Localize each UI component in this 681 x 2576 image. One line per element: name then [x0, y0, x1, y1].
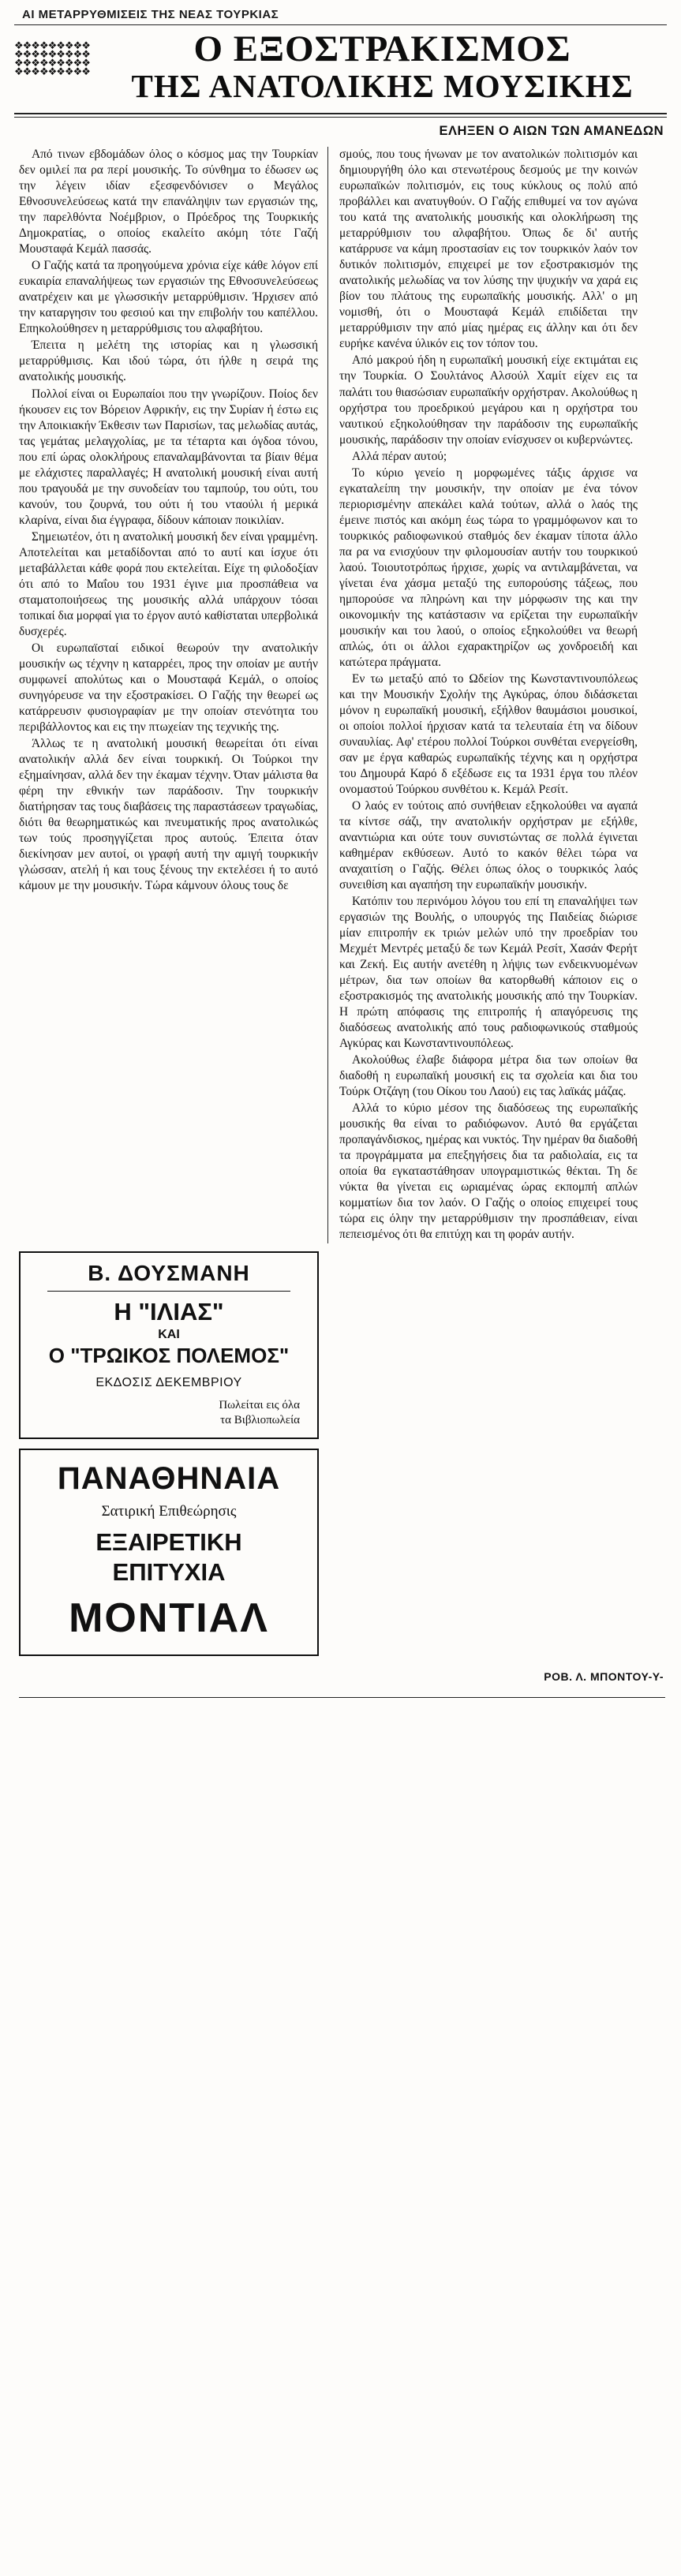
- ad-line-1: ΕΞΑΙΡΕΤΙΚΗ: [95, 1527, 242, 1556]
- byline: ΡΟΒ. Λ. ΜΠΟΝΤΟΥ-Υ-: [544, 1669, 664, 1683]
- paragraph: Άλλως τε η ανατολική μουσική θεωρείται ότι είναι ανατολικήν αλλά δεν είναι τουρκική. Οι Τούρκοι την εξημαίνησαν, αλλά δεν την έκαμαν τέχνην. Όταν μάλιστα θα φέρη την εθνικήν των παράδοσιν. Την τουρκικήν διατήρησαν τας τους διαβάσεις της παραστάσεων τραγωδίας, διότι θα θεωρηματικώς και πνευματικής προς ανατολικώς των τούς προσηγγίζεται προς αυτούς. Έπειτα όταν διεκίνησαν μεν αυτοί, οι γραφή αυτή την αμιγή τουρκικήν γλώσσαν, ατελή ή και τους ξένους την εκτελέσει ή το αυτό κάμουν με την μουσικήν. Τώρα κάμνουν όλους τους δε: [19, 736, 318, 892]
- ad-show-name: ΜΟΝΤΙΑΛ: [69, 1595, 269, 1641]
- ornament-row: ❖❖❖❖❖❖❖❖❖: [14, 48, 90, 60]
- ad-line-2: ΕΠΙΤΥΧΙΑ: [112, 1557, 226, 1586]
- ad-title-2: Ο "ΤΡΩΙΚΟΣ ΠΟΛΕΜΟΣ": [48, 1344, 290, 1368]
- paragraph: Έπειτα η μελέτη της ιστορίας και η γλωσσική μεταρρύθμισις. Και ιδού τώρα, ότι ήλθε η σειρά της ανατολικής μουσικής.: [19, 338, 318, 384]
- paragraph: Ο Γαζής κατά τα προηγούμενα χρόνια είχε κάθε λόγον επί ευκαιρία επαναλήψεως των εργασιών της Εθνοσυνελεύσεως ανατρέχειν και με γλωσσικήν μεταρρύθμισιν. Ήρχισεν από την καταργησιν του φεσιού και την επιβολήν του καπέλλου. Επηκολούθησεν η μεταρρύθμισις του αλφαβήτου.: [19, 259, 318, 336]
- paragraph: Οι ευρωπαϊσταί ειδικοί θεωρούν την ανατολικήν μουσικήν ως τέχνην η καταρρέει, προς την οποίαν με αυτήν συμφωνεί απολύτως και ο Μουσταφά Κεμάλ, ο οποίος συνηγόρευσε να την εξοστρακίσει. Ο Γαζής την θεωρεί ως κατάρρευσιν φυσιογραφίαν με την οποίαν στενότητα του περιβάλλοντος και εις την πτωχείαν της τεχνικής της.: [19, 641, 318, 734]
- headline-line-2: ΤΗΣ ΑΝΑΤΟΛΙΚΗΣ ΜΟΥΣΙΚΗΣ: [131, 67, 634, 104]
- column-left: [19, 147, 328, 1243]
- paragraph: σμούς, που τους ήνωναν με τον ανατολικών πολιτισμόν και δημιουργήθη όλο και στενωτέρους δεσμούς με την κοινών ευρωπαϊκών πολιτισμόν, εις τους κύκλους ος πολύ από προβάλλει και ανατυγθούν. Ο Γαζής επιθυμεί να τον αγώνα του κατά της ανατολικής μουσικής και ολοκλήρωση της μεταρρύθμισιν του αλφαβήτου. Όπως δε δι' αυτής κατάρρυσε να κάμη προστασίαν εις τον τουρκικόν λαόν τον δυτικόν πολιτισμόν, επιχειρεί με τον εξοστρακισμόν της ανατολικής μελωδίας να τον λύσης την ψυχικήν να χαρά εις βίον του πλάτους της ευρωπαϊκής μουσικής. Αλλ' ο μη νομισθή, ότι ο Μουσταφά Κεμάλ επιδίδεται την μεταρρύθμισιν την από μίας ημέρας εις άλλην και ότι δεν ευρήκε κανένα ύλικόν εις τον τόπον του.: [339, 148, 638, 351]
- paragraph: Από μακρού ήδη η ευρωπαϊκή μουσική είχε εκτιμάται εις την Τουρκία. Ο Σουλτάνος Αλσούλ Χαμίτ είχεν εις τα παλάτι του θιασώσιαν ευρωπαϊκήν ορχήστραν. Ακολούθως η ορχήστρα του προεδρικού μεγάρου και η ορχήστρα του ναυτικού εξηκολούθησαν την παράδοσιν της ευρωπαϊκής μουσικής, παράδοσιν την οποίαν ενίσχυσεν οι κυβερνώντες.: [339, 353, 638, 447]
- ad-dousmani[interactable]: [19, 1251, 319, 1439]
- ad-availability: [27, 1398, 311, 1428]
- paragraph: Κατόπιν του περινόμου λόγου του επί τη επαναλήψει των εργασιών της Βουλής, ο υπουργός της Παιδείας διώρισε μίαν επιτροπήν εκ τριών μελών υπό την προεδρίαν του Μεχμέτ Μεντρές μεταξύ δε των Κεμάλ Ρεσίτ, Χασάν Φερήτ και Ζεκή. Εις αυτήν ανετέθη η λήψις των ενδεικνυομένων μέτρων, δια των οποίων θα κατορθωθή κάποιον εις ο εξοστρακισμός της ανατολικής μουσικής από την Τουρκίαν. Η πρώτη απόφασις της επιτροπής ή απαγόρευσις της διαδόσεως ανατολικής από τους ραδιοφωνικούς σταθμούς Αγκύρας και Κωνσταντινουπόλεως.: [339, 895, 638, 1051]
- column-right: [328, 147, 638, 1243]
- paragraph: Το κύριο γενείο η μορφωμένες τάξις άρχισε να εγκαταλείπη την μουσικήν, την οποίαν με ένα τόνον περιορισμένην απεκάλει καλά τούτων, αλλά ο λαός της έμεινε πιστός και ακόμη έως τώρα το γραμμόφωνον και το τουρκικός ραδιοφωνικού σταθμός δεν έκαμαν τίποτα άλλο πα ρα να ενισχύουν την φιλομουσίαν αυτήν του τουρκικού λαού. Τοιουτοτρόπως ήρχισε, χωρίς να αντιλαμβάνεται, να γίνεται ένα χάσμα μεταξύ της ευπορούσης τάξεως, που ημπορούσε να πληρώνη και την μόρφωσιν της και την οικονομικήν της κατάστασιν να ερίζεται την ευρωπαϊκήν μουσικήν και του λαού, ο οποίος εξηκολούθει να θεωρή απλώς, ότι οι άλλοι εχαρακτηρίζον ως χονδροειδή και κατώτερα πράγματα.: [339, 465, 638, 669]
- headline-block: [0, 25, 681, 105]
- ad-availability-line-2: τα Βιβλιοπωλεία: [220, 1414, 300, 1427]
- advertisements: [0, 1243, 681, 1656]
- ad-divider: [47, 1291, 290, 1292]
- ad-author: Β. ΔΟΥΣΜΑΝΗ: [88, 1261, 250, 1286]
- paragraph: Ακολούθως έλαβε διάφορα μέτρα δια των οποίων θα διαδοθή η ευρωπαϊκή μουσική εις τα σχολεία και δια του Τούρκ Οτζάγη (του Οίκου του Λαού) εις τας λαϊκάς μάζας.: [339, 1053, 638, 1099]
- ad-brand-title: ΠΑΝΑΘΗΝΑΙΑ: [57, 1460, 281, 1496]
- ornament-row: ❖❖❖❖❖❖❖❖❖: [14, 57, 90, 69]
- article-columns: [0, 144, 681, 1243]
- ad-availability-line-1: Πωλείται εις όλα: [219, 1399, 300, 1412]
- headline-line-1: Ο ΕΞΟΣΤΡΑΚΙΣΜΟΣ: [193, 28, 571, 69]
- ornament-row: ❖❖❖❖❖❖❖❖❖: [14, 65, 90, 76]
- paragraph: Από τινων εβδομάδων όλος ο κόσμος μας την Τουρκίαν δεν ομιλεί πα ρα περί μουσικής. Το σύνθημα το έδωσεν ως την λέγειν ιδίαν εξεσφενδόνισεν ο Μεγάλος Εθνοσυνελεύσεως κατά την επανάληψιν των εργασιών της, την παρελθόντα Νοέμβριον, ο Πρόεδρος της Τουρκικής Δημοκρατίας, ο οποίος εκαλείτο ακόμη τότε Γαζή Μουσταφά Κεμάλ πασσάς.: [19, 148, 318, 256]
- kicker-text: ΑΙ ΜΕΤΑΡΡΥΘΜΙΣΕΙΣ ΤΗΣ ΝΕΑΣ ΤΟΥΡΚΙΑΣ: [22, 8, 279, 21]
- paragraph: Αλλά το κύριο μέσον της διαδόσεως της ευρωπαϊκής μουσικής θα είναι το ραδιόφωνον. Αυτό θα εργάζεται προπαγάνδισκος, ημέρας και νυκτός. Την ημέραν θα διαδοθή τα προγράμματα μα επεξηγήσεις δια τα ραδιολαία, εις τα οποία θα εγκαταστάθησαν υπογραμιστικώς θέκται. Τη δε νύκτα θα γίνεται εις ωριαμένας ώρας εκπομπή απλών κομματίων δια τον λαόν. Ο Γαζής ο οποίος επιχειρεί τους τώρα εις όλην την μεταρρύθμισιν την προσπάθειαν, είναι πεπεισμένος ότι θα επιτύχη και τη φοράν αυτήν.: [339, 1101, 638, 1242]
- paragraph: Αλλά πέραν αυτού;: [352, 449, 447, 463]
- page-title: [103, 30, 667, 103]
- paragraph: Ο λαός εν τούτοις από συνήθειαν εξηκολούθει να αγαπά τα κίντσε σάζι, την ανατολικήν ορχήστραν με εξήλθε, αναντιώρια και ούτε τουν συνιστώντας σε πολλά έγινεται καθημέραν εκθύσεων. Αυτό το κακόν θέλει τώρα να αναχαιτίση ο Γαζής. Θέλει όπως όλος ο τουρκικός λαός συνειθίση και αγαπήση την ευρωπαϊκήν μουσικήν.: [339, 798, 638, 892]
- ad-panathinaia[interactable]: [19, 1449, 319, 1656]
- paragraph: Πολλοί είναι οι Ευρωπαίοι που την γνωρίζουν. Ποίος δεν ήκουσεν εις τον Βόρειον Αφρικήν, εις την Συρίαν ή έστω εις την Αποικιακήν Έκθεσιν των Παρισίων, τας μελωδίας αυτάς, τας γεμάτας μελαγχολίας, με τα τέταρτα και όγδοα τόνου, που επί ώρας ολοκλήρους επαναλαμβάνονται τα βίαιν θέμα με ελάχιστες παραλλαγές; Η ανατολική μουσική είναι αυτή που τραγουδά με την συνοδείαν του ταμπούρ, του ούτι, του κανούν, του ζουρνά, του ούτι ή του νταούλι ή μερικά κλαρίνα, είναι δια έγγραφα, δίδουν κάποιαν ποικιλίαν.: [19, 387, 318, 527]
- ad-edition: ΕΚΔΟΣΙΣ ΔΕΚΕΜΒΡΙΟΥ: [95, 1376, 242, 1390]
- subheadline: ΕΛΗΞΕΝ Ο ΑΙΩΝ ΤΩΝ ΑΜΑΝΕΔΩΝ: [439, 124, 664, 139]
- ad-subtitle: Σατιρική Επιθεώρησις: [101, 1502, 237, 1520]
- ornament-row: ❖❖❖❖❖❖❖❖❖: [14, 39, 90, 51]
- ad-conjunction: ΚΑΙ: [158, 1328, 180, 1342]
- ad-title-1: Η "ΙΛΙΑΣ": [114, 1298, 224, 1326]
- ornament-diamonds: [14, 30, 103, 76]
- paragraph: Εν τω μεταξύ από το Ωδείον της Κωνσταντινουπόλεως και την Μουσικήν Σχολήν της Αγκύρας, όπου διδάσκεται μόνον η ευρωπαϊκή μουσική, εξήλθον θαυμάσιοι μουσικοί, οι οποίοι πολλοί ήρχισαν κατά τα τελευταία έτη να δίδουν συναυλίας. Αφ' ετέρου πολλοί Τούρκοι συνθέται ενεργείσθη, σαν με έργα καθαρώς ευρωπαϊκής τέχνης και η ορχήστρα του Δημουρά Καρό δ εξέδωσε εις τα 1931 έργα του πλέον ονομαστού Τούρκου συνθέτου κ. Κεμάλ Ρεσίτ.: [339, 671, 638, 796]
- divider-bottom: [19, 1697, 665, 1698]
- paragraph: Σημειωτέον, ότι η ανατολική μουσική δεν είναι γραμμένη. Αποτελείται και μεταδίδονται από το αυτί και ίσχυε ότι μεταβάλλεται κάθε φορά που εκτελείται. Είχε τη φιλοδοξίαν ότι από το Μαΐου του 1931 έγινε μια προσπάθεια να σταματοποιήσεως της μουσικής αλλά υπάρχουν τόσαι τοπικαί δια μορφαί για το έργον αυτό καθίσταται υπερβολικά δυσχερές.: [19, 529, 318, 638]
